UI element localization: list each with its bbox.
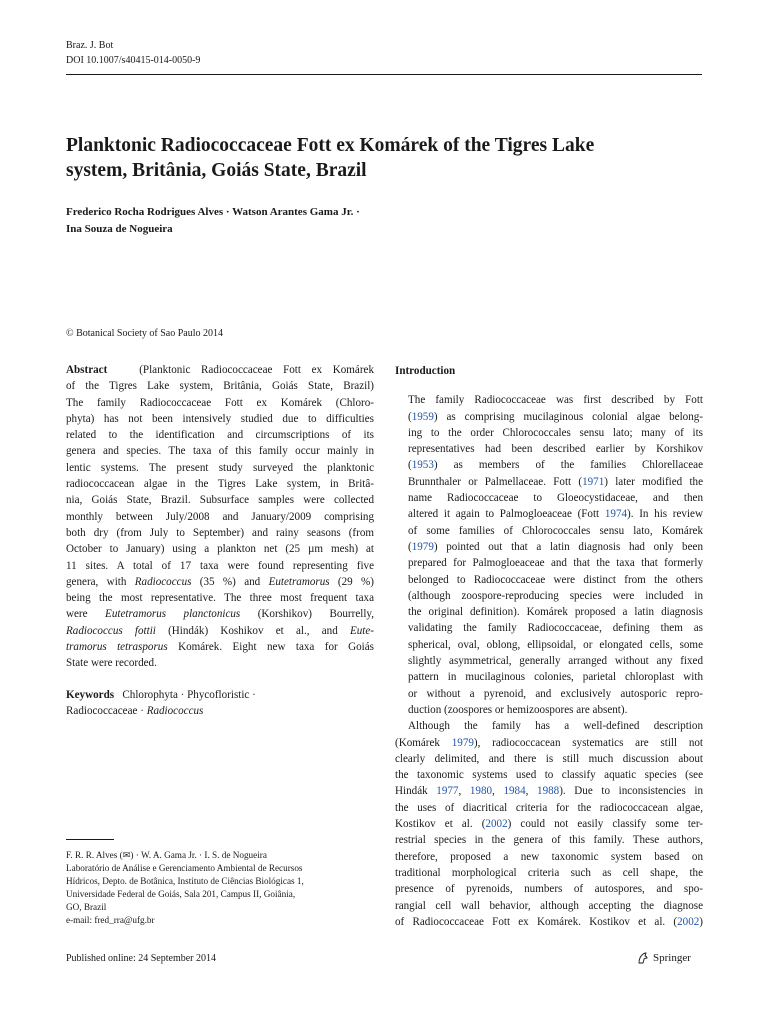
affiliation-line: Hídricos, Depto. de Botânica, Instituto de Ciências Biológicas 1, (66, 876, 304, 886)
abstract-line: 11 sites. A total of 17 taxa were found representing five (66, 559, 374, 572)
intro-line: the taxonomic systems used to classify aquatic species (see (395, 769, 703, 782)
keywords-line-2: Radiococcaceae · Radiococcus (66, 704, 204, 717)
intro-line: prepared for Palmogloeaceae and that the taxa that formerly (408, 557, 703, 570)
abstract-line: nia, Goiás State, Brazil. Subsurface samples were collected (66, 494, 374, 507)
header-rule (66, 74, 702, 75)
title-line-1: Planktonic Radiococcaceae Fott ex Komárek of the Tigres Lake (66, 135, 595, 156)
springer-logo (636, 951, 691, 965)
abstract-line: tramorus tetrasporus Komárek. Eight new taxa for Goiás (66, 641, 374, 654)
title-line-2: system, Britânia, Goiás State, Brazil (66, 160, 367, 181)
intro-line: (1959) as comprising mucilaginous colonial algae belong- (408, 410, 703, 423)
keywords-heading: Keywords (66, 688, 115, 701)
intro-line: duction (zoospores or hemizoospores are absent). (408, 703, 628, 716)
author-list (66, 204, 702, 238)
intro-line: presence of pyrenoids, numbers of autospores, and spo- (395, 883, 703, 896)
abstract-line: genera and species. The taxa of this family occur mainly in (66, 445, 374, 458)
authors-line-2: Ina Souza de Nogueira (66, 223, 173, 235)
paper-title (66, 133, 702, 183)
intro-line: representatives had been described earlier by Korshikov (408, 443, 703, 456)
abstract-line: lentic systems. The present study surveyed the planktonic (66, 461, 374, 474)
intro-line: (1979) pointed out that a latin diagnosis had only been (408, 540, 703, 553)
affiliation-line: Universidade Federal de Goiás, Sala 201, Campus II, Goiânia, (66, 889, 296, 899)
springer-horse-icon (636, 951, 650, 965)
doi[interactable]: DOI 10.1007/s40415-014-0050-9 (66, 55, 201, 66)
intro-line: of some families of Chlorococcales sensu lato, Komárek (408, 524, 703, 537)
introduction-paragraph-2 (395, 718, 703, 930)
abstract-line: radiococcacean algae in the Tigres Lake system, in Britâ- (66, 478, 374, 491)
intro-line: clearly delimited, and there is still much discussion about (395, 752, 703, 765)
publisher-name: Springer (653, 952, 691, 964)
left-column (66, 362, 374, 719)
abstract-line: genera, with Radiococcus (35 %) and Eutetramorus (29 %) (66, 575, 374, 588)
keyword-radiococcus: Radiococcus (146, 704, 204, 717)
abstract-heading: Abstract (66, 364, 108, 376)
intro-line: (Komárek 1979), radiococcacean systematics are still not (395, 736, 704, 749)
intro-line: slightly asymmetrical, generally arranged without any fixed (408, 655, 703, 668)
intro-line: Brunnthaler or Palmellaceae. Fott (1971) later modified the (408, 475, 704, 488)
intro-line: the uses of diacritical criteria for the radiococcacean algae, (395, 801, 703, 814)
abstract-line: were Eutetramorus planctonicus (Korshikov) Bourrelly, (66, 608, 375, 621)
abstract (66, 362, 374, 672)
copyright-notice: © Botanical Society of Sao Paulo 2014 (66, 328, 224, 339)
intro-line: The family Radiococcaceae was first described by Fott (408, 394, 703, 407)
intro-line: (although zoospore-reproducing species were included in (408, 589, 703, 602)
published-date: Published online: 24 September 2014 (66, 953, 216, 964)
intro-line: therefore, proposed a new taxonomic system based on (395, 850, 703, 863)
intro-line: altered it again to Palmogloeaceae (Fott 1974). In his review (408, 508, 703, 521)
intro-line: validating the family Radiococcaceae, defining them as (408, 622, 703, 635)
abstract-line: of the Tigres Lake system, Britânia, Goiás State, Brazil) (66, 380, 374, 393)
intro-line: of Radiococcaceae Fott ex Komárek. Kostikov et al. (2002) (395, 915, 703, 928)
abstract-line-1: Abstract (Planktonic Radiococcaceae Fott ex Komárek (66, 364, 374, 376)
affiliation-authors: F. R. R. Alves (✉) · W. A. Gama Jr. · I. S. de Nogueira (66, 850, 267, 860)
intro-line: Kostikov et al. (2002) could not easily classify some ter- (395, 818, 703, 831)
authors-line-1: Frederico Rocha Rodrigues Alves · Watson Arantes Gama Jr. · (66, 206, 360, 218)
journal-name: Braz. J. Bot (66, 40, 114, 51)
author-email[interactable]: e-mail: fred_rra@ufg.br (66, 915, 155, 925)
affiliation-line: GO, Brazil (66, 902, 107, 912)
keywords (66, 687, 374, 720)
introduction-heading: Introduction (395, 365, 456, 377)
intro-line: rangial cell wall behavior, although accepting the diagnose (395, 899, 703, 912)
abstract-line: both dry (from July to September) and rainy seasons (from (66, 526, 374, 539)
abstract-line: The family Radiococcaceae Fott ex Komárek (Chloro- (66, 396, 374, 409)
abstract-line: being the most representative. The three most frequent taxa (66, 592, 374, 605)
intro-line: Hindák 1977, 1980, 1984, 1988). Due to inconsistencies in (395, 785, 704, 798)
keywords-text: Chlorophyta · Phycofloristic · (122, 688, 256, 701)
intro-line: traditional morphological criteria such as cell shape, the (395, 866, 703, 879)
intro-line: belonged to Radiococcaceae were distinct from the others (408, 573, 703, 586)
keywords-line-1 (66, 687, 374, 703)
abstract-line: October to January) using a plankton net (25 µm mesh) at (66, 543, 374, 556)
intro-line: restrial species in the genera of this family. These authors, (395, 834, 703, 847)
introduction-paragraph-1 (395, 392, 703, 718)
intro-line: the original definition). Komárek proposed a latin diagnosis (408, 606, 703, 619)
author-affiliations (66, 849, 374, 927)
intro-line: Although the family has a well-defined description (408, 720, 703, 733)
abstract-line: phyta) has not been intensively studied due to difficulties (66, 412, 374, 425)
affiliation-line: Laboratório de Análise e Gerenciamento Ambiental de Recursos (66, 863, 303, 873)
intro-line: ing to the order Chlorococcales sensu lato; many of its (408, 426, 703, 439)
footnote-rule (66, 839, 114, 840)
intro-line: (1953) as members of the families Chlorellaceae (408, 459, 703, 472)
abstract-line: State were recorded. (66, 657, 157, 670)
journal-meta (66, 38, 200, 68)
intro-line: pattern in mucilaginous colonies, parietal chloroplast with (408, 671, 703, 684)
abstract-line: related to the identification and circumscriptions of its (66, 429, 374, 442)
right-column (395, 363, 703, 930)
intro-line: or without a pyrenoid, and exclusively autosporic repro- (408, 687, 703, 700)
abstract-line: monthly between July/2008 and January/2009 comprising (66, 510, 374, 523)
intro-line: spherical, oval, oblong, ellipsoidal, or elongated cells, some (408, 638, 703, 651)
intro-line: name Radiococcaceae to Gloeocystidaceae, and then (408, 492, 703, 505)
abstract-line: Radiococcus fottii (Hindák) Koshikov et al., and Eute- (66, 624, 374, 637)
